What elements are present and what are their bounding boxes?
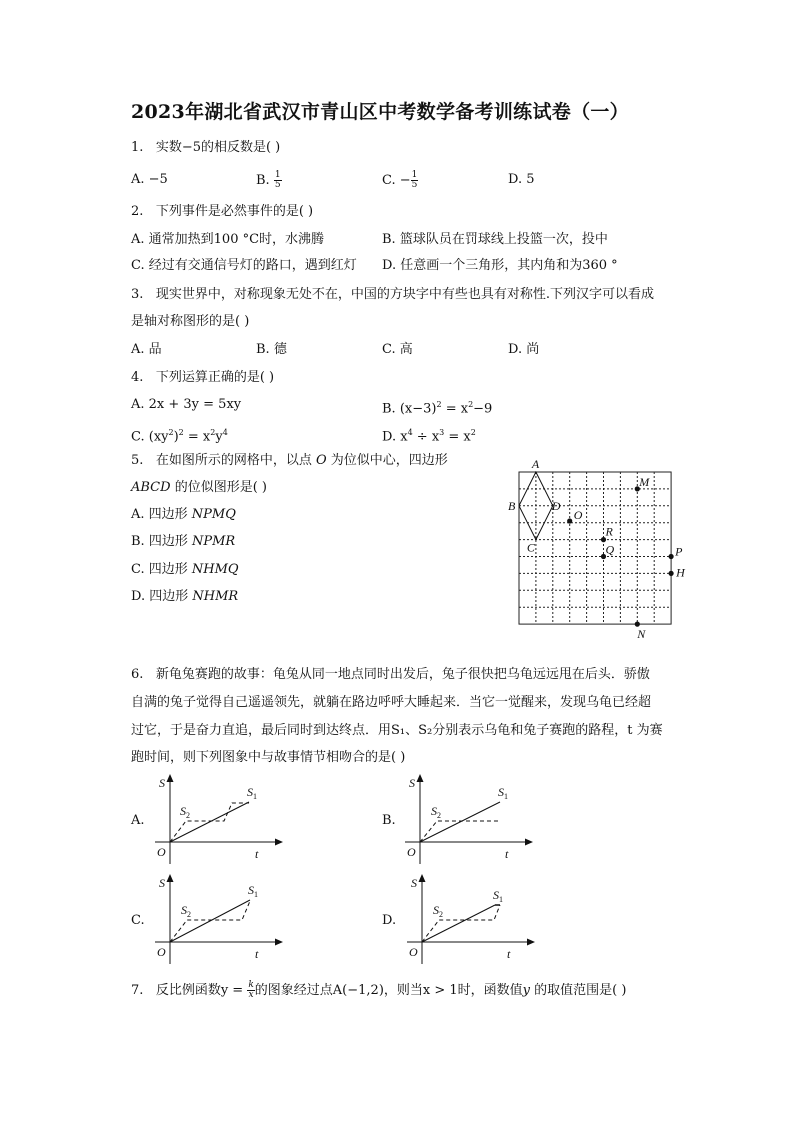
page-title: 2023年湖北省武汉市青山区中考数学备考训练试卷（一） [131,101,629,123]
label-h: H [676,565,685,580]
axis-label-t: t [505,847,509,861]
question-3 [131,286,654,304]
option-label: B. [256,173,270,188]
x-axis-arrow-icon [275,939,283,946]
option-value: NPMQ [191,507,236,522]
option-label: A. 四边形 [131,507,192,522]
q-text: 的图象经过点A(−1,2)，则当x > 1时，函数值 [254,983,523,998]
q4-option-c [131,424,228,446]
subscript: 1 [254,890,258,899]
q6-option-c-label: C. [131,913,145,928]
question-5 [131,452,448,470]
label-s1: $S_1$ [247,785,257,801]
label-n: N [637,627,646,642]
exp: 2 [178,428,184,437]
q-text: 为位似中心，四边形 [326,453,448,468]
subscript: 2 [439,910,443,919]
x-axis-arrow-icon [527,939,535,946]
expr: ÷ x [412,429,440,445]
q4-option-d [382,424,476,446]
q1-option-d: D. 5 [508,172,535,187]
label-s2: $S_2$ [180,804,190,820]
question-1 [131,139,280,157]
subscript: 1 [499,895,503,904]
expr: C. (xy [131,429,169,445]
q2-option-c: C. 经过有交通信号灯的路口，遇到红灯 [131,258,357,273]
q5-option-c [131,561,239,579]
q-text: 的取值范围是( ) [530,983,627,998]
q-text: 反比例函数y = [155,983,248,998]
label-s2: $S_2$ [181,903,191,919]
label-s1: $S_1$ [248,883,258,899]
denominator: 5 [411,180,418,190]
q-num: 4. [131,370,144,385]
graph-b [400,772,530,867]
question-6 [131,666,650,684]
subscript: 2 [186,811,190,820]
q-text: 的位似图形是( ) [170,480,267,495]
q-text: 现实世界中，对称现象无处不在，中国的方块字中有些也具有对称性.下列汉字可以看成 [155,287,654,302]
q5-option-d [131,588,238,606]
q-num: 1. [131,140,144,155]
graph-a [150,772,280,867]
q-num: 7. [131,983,144,998]
q1-option-b [256,171,282,190]
label-q: Q [605,542,615,557]
y-axis-arrow-icon [419,874,426,882]
q-text: 实数−5的相反数是( ) [155,140,281,155]
exp: 3 [439,428,445,437]
axis-label-s: S [411,876,417,890]
y-axis-arrow-icon [417,774,424,782]
grid-border [519,472,671,624]
q2-option-a: A. 通常加热到100 °C时，水沸腾 [131,232,325,247]
expr: y [215,429,223,445]
origin-label: O [157,845,166,859]
point-o [567,518,572,523]
label-c: C [526,540,535,555]
exp: 2 [436,400,442,409]
q-text: 下列事件是必然事件的是( ) [155,204,314,219]
question-2 [131,203,313,221]
expr: ) [173,429,179,445]
axis-label-t: t [255,847,259,861]
expr: B. (x−3) [382,401,437,417]
option-value: NHMQ [191,562,239,577]
exp: 2 [210,428,216,437]
numerator: k [248,980,254,990]
q6-option-a-label: A. [131,813,145,828]
q1-option-c [382,171,418,190]
q6-line-4: 跑时间，则下列图象中与故事情节相吻合的是( ) [131,750,406,765]
q3-option-d: D. 尚 [508,342,540,357]
label-s2: $S_2$ [433,903,443,919]
axis-label-s: S [159,776,165,790]
label-s1: $S_1$ [493,888,503,904]
exp: 2 [468,400,474,409]
exp: 2 [470,428,476,437]
q6-line-3: 过它，于是奋力直追，最后同时到达终点．用S₁、S₂分别表示乌龟和兔子赛跑的路程，t 为赛 [131,723,663,738]
exp: 4 [407,428,413,437]
origin-label: O [157,945,166,959]
q-text: 在如图所示的网格中，以点 [155,453,316,468]
subscript: 2 [437,811,441,820]
label-m: M [639,474,650,489]
q3-option-b: B. 德 [256,342,287,357]
label-o: O [573,508,583,523]
q-text: 新龟兔赛跑的故事：龟兔从同一地点同时出发后，兔子很快把乌龟远远甩在后头．骄傲 [155,667,650,682]
q-num: 2. [131,204,144,219]
numerator: 1 [411,170,418,180]
label-s2: $S_2$ [431,804,441,820]
q3-option-c: C. 高 [382,342,413,357]
y-axis-arrow-icon [167,774,174,782]
quad-abcd: ABCD [131,480,171,495]
fraction [247,981,254,1000]
label-a: A [531,457,540,471]
q2-option-d: D. 任意画一个三角形，其内角和为360 ° [382,258,618,273]
label-b: B [508,498,516,513]
label-s1: $S_1$ [498,785,508,801]
point-n [635,622,640,627]
axis-label-t: t [507,947,511,961]
point-o: O [315,453,327,468]
question-7 [131,981,626,1000]
denominator: 5 [274,180,281,190]
q4-option-a: A. 2x + 3y = 5xy [131,397,242,412]
q-num: 5. [131,453,144,468]
numerator: 1 [274,170,281,180]
point-h [669,571,674,576]
question-4 [131,369,274,387]
origin-label: O [407,845,416,859]
option-label: C. − [382,173,411,188]
expr: D. x [382,429,408,445]
q-num: 6. [131,667,144,682]
exp: 2 [168,428,174,437]
expr: −9 [473,401,493,417]
s2-line [420,821,498,842]
q-text: 下列运算正确的是( ) [155,370,275,385]
q2-option-b: B. 篮球队员在罚球线上投篮一次，投中 [382,232,608,247]
subscript: 1 [504,792,508,801]
axis-label-s: S [159,876,165,890]
x-axis-arrow-icon [275,839,283,846]
q1-option-a: A. −5 [131,172,168,187]
option-label: D. 四边形 [131,589,193,604]
fraction [274,171,282,190]
q6-line-2: 自满的兔子觉得自己遥遥领先，就躺在路边呼呼大睡起来．当它一觉醒来，发现乌龟已经超 [131,695,652,710]
expr: = x [444,429,471,445]
q5-option-a [131,506,236,524]
option-label: C. 四边形 [131,562,192,577]
option-label: B. 四边形 [131,534,192,549]
q3-option-a: A. 品 [131,342,162,357]
x-axis-arrow-icon [525,839,533,846]
option-value: NPMR [191,534,236,549]
label-p: P [675,544,683,559]
q6-option-b-label: B. [382,813,396,828]
point-p [669,554,674,559]
axis-label-s: S [409,776,415,790]
option-value: NHMR [192,589,239,604]
q5-option-b [131,533,235,551]
subscript: 2 [187,910,191,919]
grid-figure [505,455,705,645]
var-y: y [522,983,531,998]
q6-option-d-label: D. [382,913,397,928]
q4-option-b [382,396,492,418]
expr: = x [183,429,211,445]
y-axis-arrow-icon [167,874,174,882]
exp: 4 [222,428,228,437]
label-r: R [605,524,613,539]
axis-label-t: t [255,947,259,961]
graph-c [150,872,280,967]
label-d: D [551,498,561,513]
expr: = x [441,401,469,417]
q3-text-2: 是轴对称图形的是( ) [131,314,250,329]
q5-text-2 [131,479,267,497]
q-num: 3. [131,287,144,302]
graph-d [402,872,532,967]
subscript: 1 [253,792,257,801]
origin-label: O [409,945,418,959]
denominator: x [248,990,254,1000]
fraction [411,171,419,190]
